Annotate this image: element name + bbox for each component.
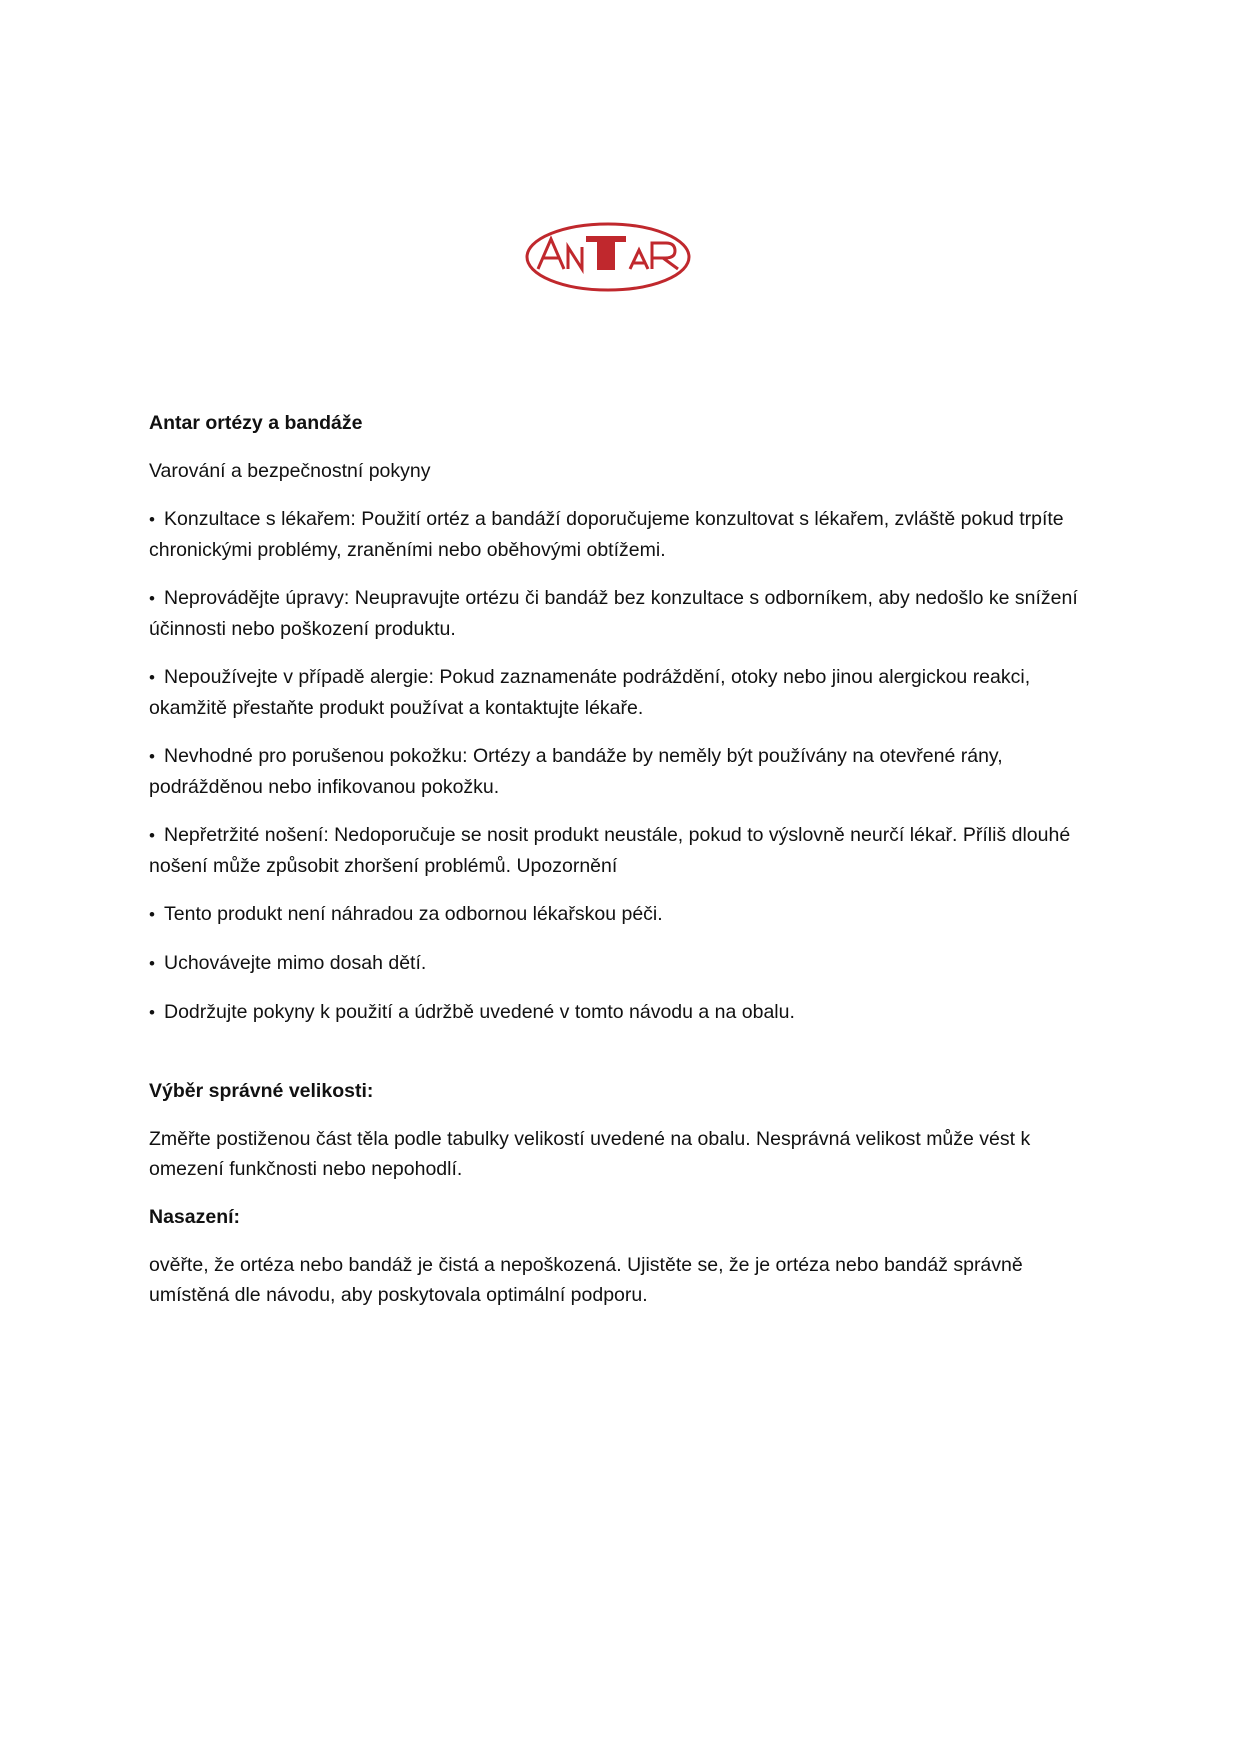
logo-letter-a-small [630,250,648,269]
bullet-item [149,899,1099,930]
bullet-icon: • [149,668,155,687]
bullet-item [149,583,1099,644]
bullet-text: Nepoužívejte v případě alergie: Pokud zaznamenáte podráždění, otoky nebo jinou alergickou reakci, okamžitě přestaňte produkt používat a kontaktujte lékaře. [149,666,1031,719]
bullet-item [149,662,1099,723]
bullet-icon: • [149,510,155,529]
bullet-item [149,820,1099,881]
bullet-item [149,504,1099,565]
logo-letter-a [538,239,564,269]
bullet-icon: • [149,589,155,608]
bullet-text: Dodržujte pokyny k použití a údržbě uvedené v tomto návodu a na obalu. [164,1001,795,1023]
bullet-icon: • [149,905,155,924]
bullet-text: Neprovádějte úpravy: Neupravujte ortézu či bandáž bez konzultace s odborníkem, aby nedošlo ke snížení účinnosti nebo poškození produktu. [149,587,1078,640]
bullet-text: Uchovávejte mimo dosah dětí. [164,952,427,974]
size-section-text: Změřte postiženou část těla podle tabulky velikostí uvedené na obalu. Nesprávná velikost může vést k omezení funkčnosti nebo nepohodlí. [149,1128,1031,1180]
document-body [149,408,1099,1328]
bullet-text: Nevhodné pro porušenou pokožku: Ortézy a bandáže by neměly být používány na otevřené rány, podrážděnou nebo infikovanou pokožku. [149,745,1003,798]
section-subtitle: Varování a bezpečnostní pokyny [149,460,431,482]
bullet-text: Konzultace s lékařem: Použití ortéz a bandáží doporučujeme konzultovat s lékařem, zvláště pokud trpíte chronickými problémy, zraněními nebo oběhovými obtížemi. [149,508,1064,561]
logo-letter-r [652,243,678,269]
logo-letter-t-stem [597,242,615,270]
antar-logo [524,220,692,294]
bullet-icon: • [149,826,155,845]
bullet-icon: • [149,1003,155,1022]
fitting-section-text: ověřte, že ortéza nebo bandáž je čistá a nepoškozená. Ujistěte se, že je ortéza nebo bandáž správně umístěná dle návodu, aby poskytovala optimální podporu. [149,1254,1023,1306]
bullet-icon: • [149,747,155,766]
size-section-title: Výběr správné velikosti: [149,1080,374,1102]
bullet-item [149,741,1099,802]
bullet-text: Tento produkt není náhradou za odbornou lékařskou péči. [164,903,663,925]
bullet-icon: • [149,954,155,973]
bullet-item [149,948,1099,979]
section-title: Antar ortézy a bandáže [149,412,363,434]
logo-letter-t-bar [586,236,626,242]
bullet-item [149,997,1099,1028]
bullet-text: Nepřetržité nošení: Nedoporučuje se nosit produkt neustále, pokud to výslovně neurčí lékař. Příliš dlouhé nošení může způsobit zhoršení problémů. Upozornění [149,824,1071,877]
fitting-section-title: Nasazení: [149,1206,241,1228]
logo-letter-n [568,247,582,269]
